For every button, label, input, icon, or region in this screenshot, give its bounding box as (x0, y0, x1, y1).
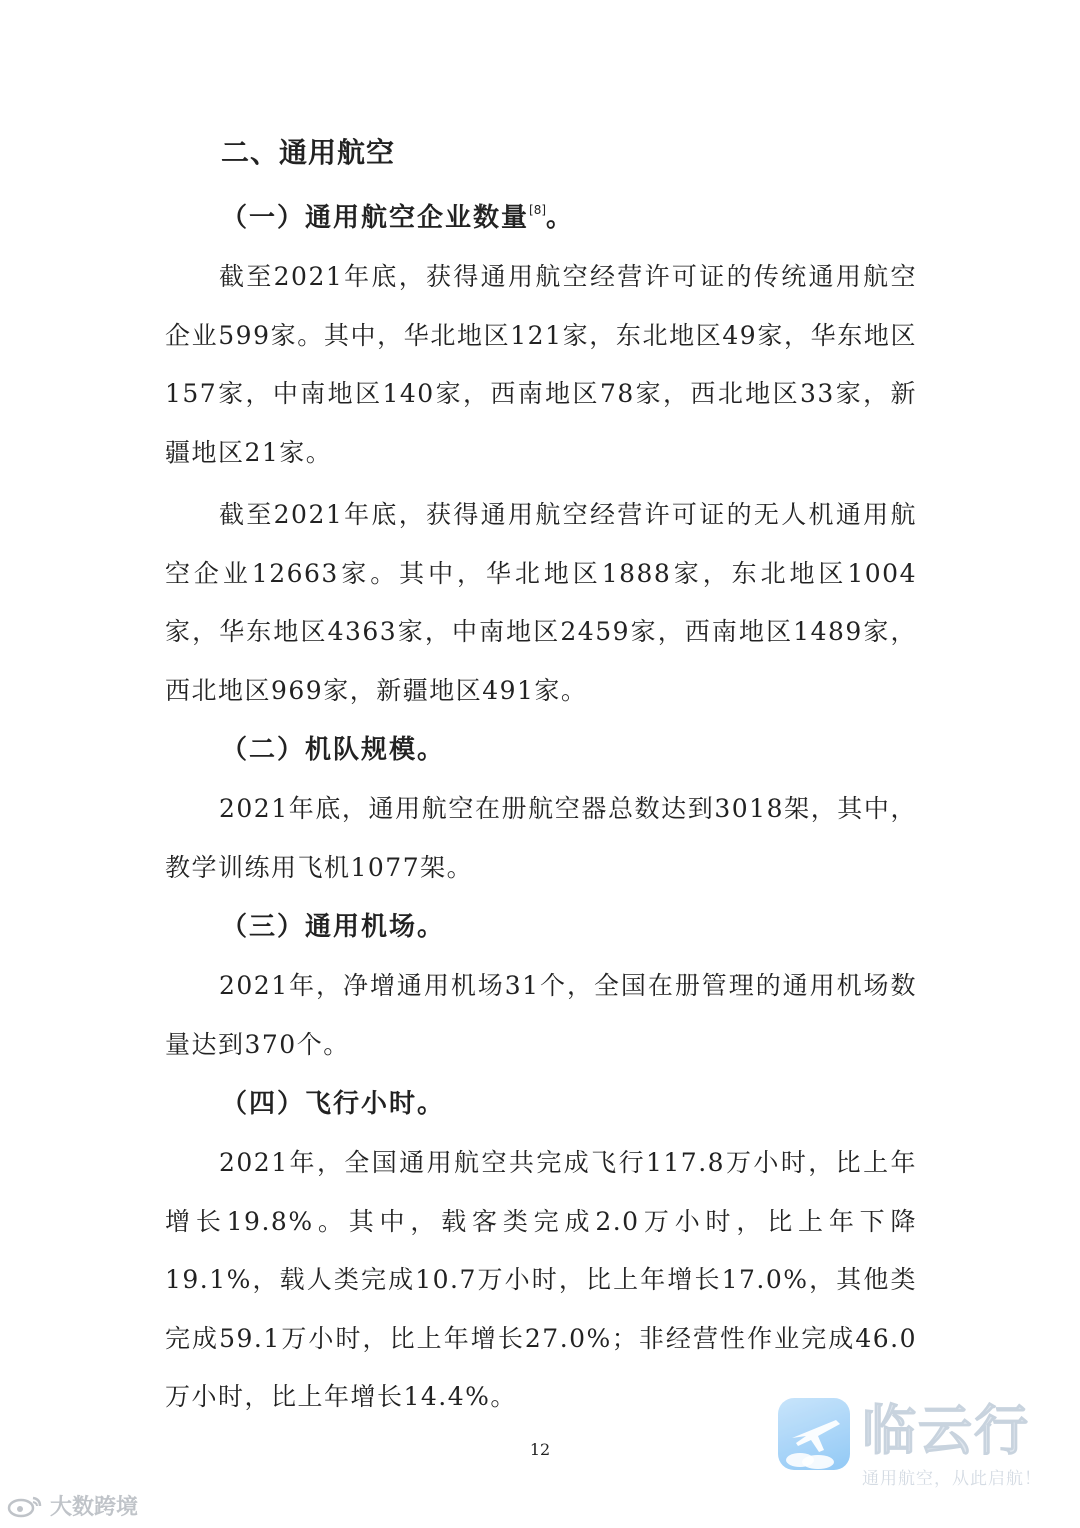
watermark-left-text: 大数跨境 (50, 1495, 139, 1520)
watermark-left (6, 1490, 138, 1521)
paragraph-airports: 2021年，净增通用机场31个，全国在册管理的通用机场数量达到370个。 (165, 971, 917, 1059)
watermark-brand: 临云行 (862, 1399, 1030, 1462)
page-content (165, 128, 917, 1431)
subsection-heading-1-end: 。 (546, 203, 575, 233)
paragraph-flight-hours: 2021年，全国通用航空共完成飞行117.8万小时，比上年增长19.8%。其中，载客类完成2.0万小时，比上年下降19.1%，载人类完成10.7万小时，比上年增长17.0%，其他类完成59.1万小时，比上年增长27.0%；非经营性作业完成46.0万小时，比上年增长14.4%。 (165, 1148, 917, 1411)
subsection-heading-1 (221, 184, 917, 244)
subsection-heading-2: （二）机队规模。 (221, 735, 446, 765)
paragraph-traditional-enterprises: 截至2021年底，获得通用航空经营许可证的传统通用航空企业599家。其中，华北地区121家，东北地区49家，华东地区157家，中南地区140家，西南地区78家，西北地区33家，新疆地区21家。 (165, 262, 917, 467)
footnote-ref: [8] (529, 203, 547, 217)
paragraph-drone-enterprises: 截至2021年底，获得通用航空经营许可证的无人机通用航空企业12663家。其中，华北地区1888家，东北地区1004家，华东地区4363家，中南地区2459家，西南地区1489家，西北地区969家，新疆地区491家。 (165, 500, 917, 705)
page-number: 12 (529, 1440, 551, 1459)
subsection-heading-3: （三）通用机场。 (221, 912, 446, 942)
section-title: 二、通用航空 (221, 136, 396, 169)
watermark-tagline: 通用航空，从此启航！ (862, 1469, 1042, 1489)
subsection-heading-4: （四）飞行小时。 (221, 1089, 446, 1119)
weibo-icon (6, 1494, 44, 1518)
watermark-right (778, 1392, 1068, 1502)
paragraph-fleet-size: 2021年底，通用航空在册航空器总数达到3018架，其中，教学训练用飞机1077架。 (165, 794, 917, 882)
subsection-heading-1-text: （一）通用航空企业数量 (221, 203, 530, 233)
airplane-cloud-icon (778, 1398, 850, 1470)
